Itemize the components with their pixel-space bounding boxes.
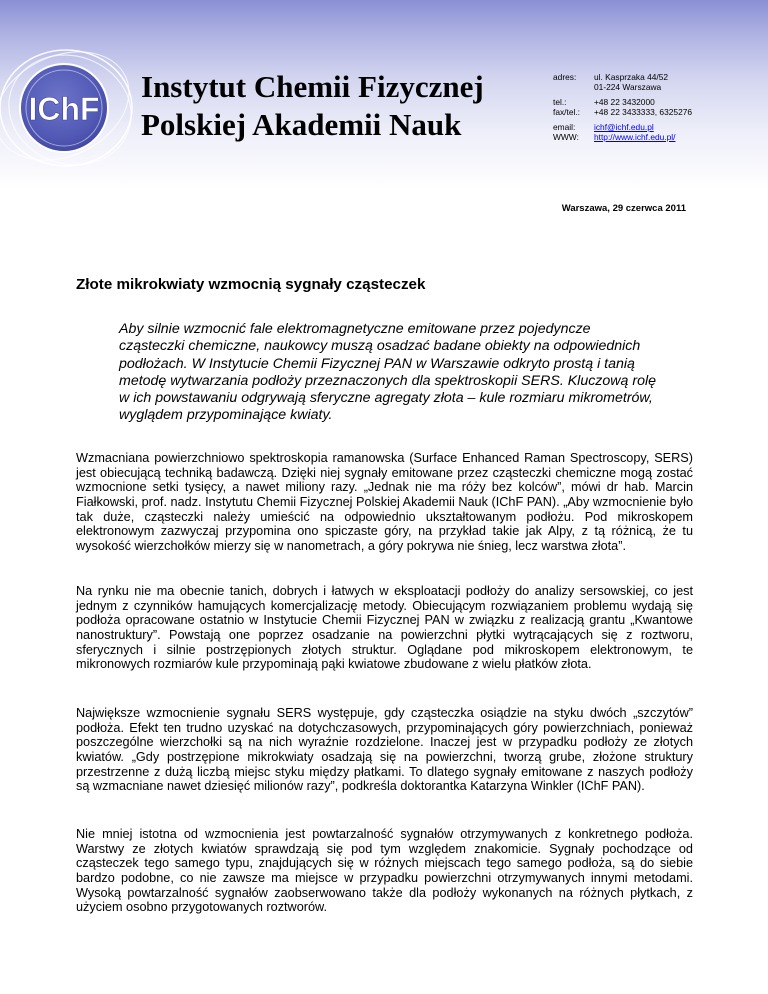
fax-value: +48 22 3433333, 6325276 [594,107,693,118]
article-paragraph: Wzmacniana powierzchniowo spektroskopia ramanowska (Surface Enhanced Raman Spectroscopy, SERS) jest obiecującą techniką badawczą. Dzięki niej sygnały emitowane przez cząsteczki chemiczne mogą zostać wzmocnione setki tysięcy, a nawet miliony razy. „Jednak nie ma róży bez kolców”, mówi dr hab. Marcin Fiałkowski, prof. nadz. Instytutu Chemii Fizycznej Polskiej Akademii Nauk (IChF PAN). „Aby wzmocnienie było tak duże, cząsteczki należy umieścić na odpowiednio ukształtowanym podłożu. Pod mikroskopem elektronowym zazwyczaj przypomina ono spiczaste góry, na przykład takie jak Alpy, z tą różnicą, że tu wysokość wierzchołków mierzy się w nanometrach, a góry pokrywa nie śnieg, lecz warstwa złota”. [76,451,693,553]
article-paragraph: Na rynku nie ma obecnie tanich, dobrych i łatwych w eksploatacji podłoży do analizy sersowskiej, co jest jednym z czynników hamujących komercjalizację metody. Obiecującym rozwiązaniem problemu wydają się podłoża opracowane ostatnio w Instytucie Chemii Fizycznej PAN w związku z realizacją grantu „Kwantowe nanostruktury”. Powstają one poprzez osadzanie na powierzchni płytki wytrącających się z roztworu, sferycznych i silnie postrzępionych złotych struktur. Oglądane pod mikroskopem elektronowym, te mikronowych rozmiarów kule przypominają pąki kwiatowe zbudowane z wielu płatków złota. [76,584,693,672]
email-link[interactable]: ichf@ichf.edu.pl [594,121,654,132]
article-title: Złote mikrokwiaty wzmocnią sygnały cząsteczek [76,276,426,293]
article-paragraph: Największe wzmocnienie sygnału SERS występuje, gdy cząsteczka osiądzie na styku dwóch „szczytów” podłoża. Efekt ten trudno uzyskać na dotychczasowych, przypominających góry powierzchniach, ponieważ poszczególne wierzchołki są na nich wyraźnie rozdzielone. Inaczej jest w przypadku podłoży ze złotych kwiatów. „Gdy postrzępione mikrokwiaty osadzają się na powierzchni, tworzą grube, złożone struktury przestrzenne z dużą liczbą miejsc styku między płatkami. To dlatego sygnały emitowane z naszych podłoży są wzmacniane nawet dziesięć milionów razy”, podkreśla doktorantka Katarzyna Winkler (IChF PAN). [76,706,693,794]
institute-name-line1: Instytut Chemii Fizycznej [141,69,484,104]
email-label: email: [553,121,576,132]
www-label: WWW: [553,131,579,142]
press-release-date: Warszawa, 29 czerwca 2011 [561,203,686,214]
address-label: adres: [553,72,577,82]
tel-value: +48 22 3432000 [594,97,655,108]
institute-name-line2: Polskiej Akademii Nauk [141,107,462,142]
address-line1: ul. Kasprzaka 44/52 [594,72,669,82]
fax-label: fax/tel.: [553,107,580,118]
tel-label: tel.: [553,97,567,108]
institute-name [141,68,484,144]
address-line2: 01-224 Warszawa [594,82,662,93]
logo-text: IChF [28,91,100,127]
website-link[interactable]: http://www.ichf.edu.pl/ [594,131,676,142]
ichf-logo [0,46,138,170]
article-lead: Aby silnie wzmocnić fale elektromagnetyczne emitowane przez pojedyncze cząsteczki chemiczne, naukowcy muszą osadzać badane obiekty na odpowiednich podłożach. W Instytucie Chemii Fizycznej PAN w Warszawie odkryto prostą i tanią metodę wytwarzania podłoży przeznaczonych dla spektroskopii SERS. Kluczową rolę w ich powstawaniu odgrywają sferyczne agregaty złota – kule rozmiaru mikrometrów, wyglądem przypominające kwiaty. [119,321,657,424]
article-paragraph: Nie mniej istotna od wzmocnienia jest powtarzalność sygnałów otrzymywanych z konkretnego podłoża. Warstwy ze złotych kwiatów sprawdzają się pod tym względem znakomicie. Sygnały pochodzące od cząsteczek tego samego typu, znajdujących się w różnych miejscach tego samego podłoża, są do siebie bardzo podobne, co nie zawsze ma miejsce w przypadku powierzchni otrzymywanych innymi metodami. Wysoką powtarzalność sygnałów zaobserwowano także dla podłoży wykonanych na różnych płytkach, z użyciem osobno przygotowanych roztworów. [76,827,693,915]
